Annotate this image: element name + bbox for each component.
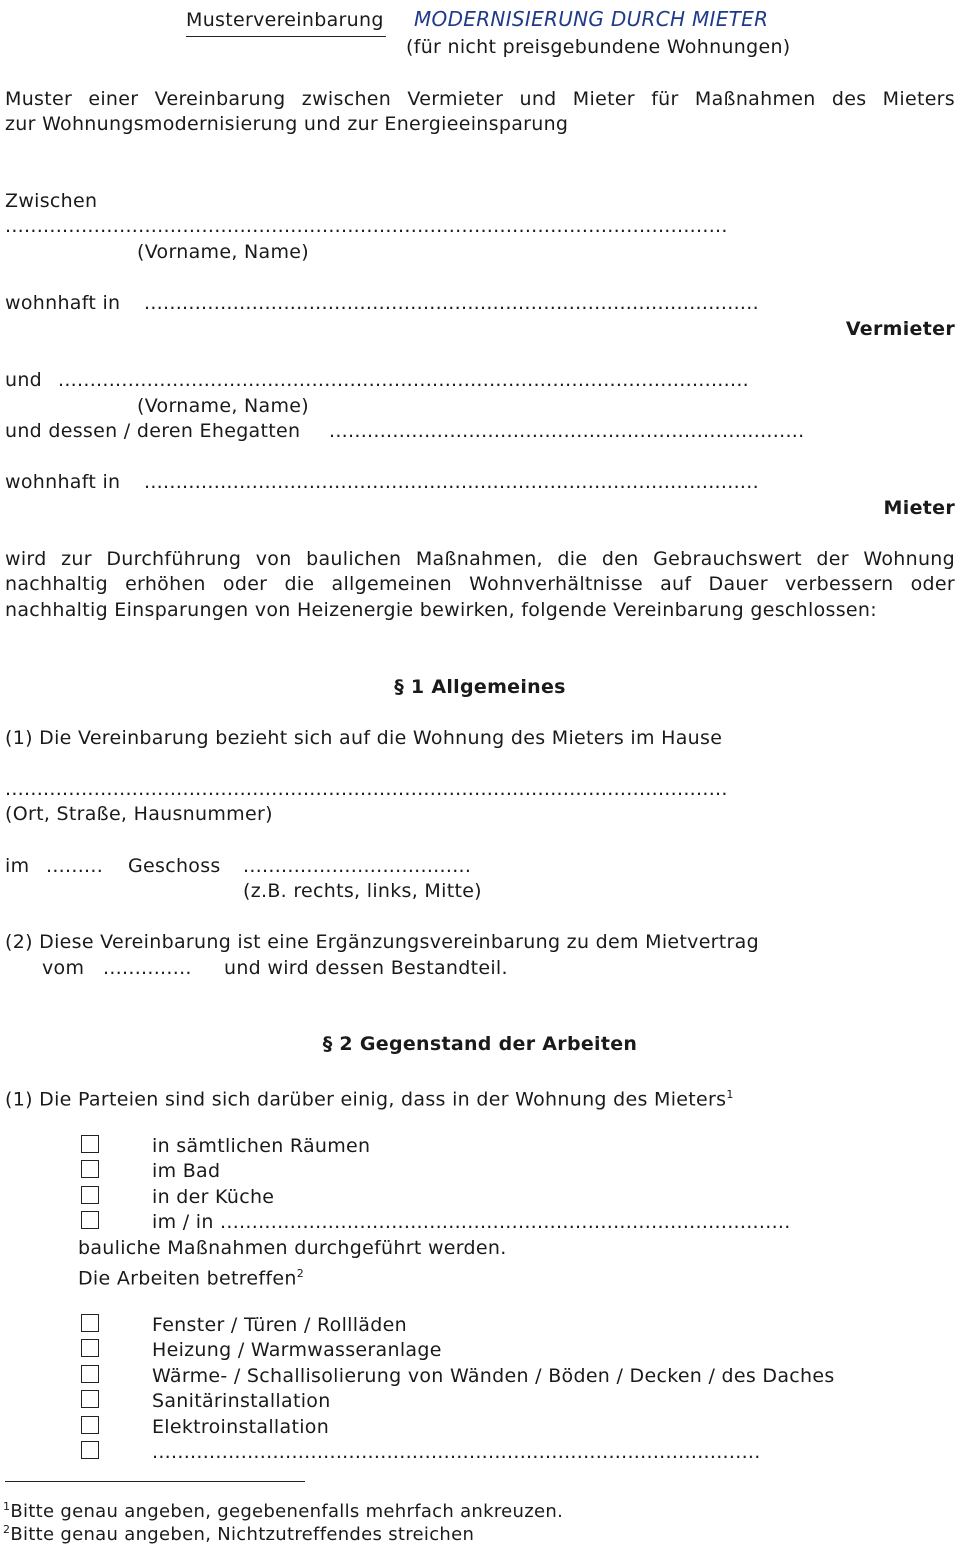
- address-hint: (Ort, Straße, Hausnummer): [5, 803, 273, 825]
- section-1-para-2: (2) Diese Vereinbarung ist eine Ergänzungsvereinbarung zu dem Mietvertrag: [5, 931, 759, 953]
- intro-line-1: Muster einer Vereinbarung zwischen Vermieter und Mieter für Maßnahmen des Mieters: [5, 88, 955, 110]
- landlord-role-label: Vermieter: [845, 318, 955, 340]
- works-intro: [78, 1262, 304, 1290]
- intro-line-2: zur Wohnungsmodernisierung und zur Energieeinsparung: [5, 113, 569, 135]
- section-2-heading: § 2 Gegenstand der Arbeiten: [322, 1033, 638, 1055]
- contract-vom-label: vom: [42, 957, 85, 979]
- room-label-other[interactable]: im / in ..........................................................................................: [152, 1211, 791, 1233]
- preamble-line-2: nachhaltig erhöhen oder die allgemeinen Wohnverhältnisse auf Dauer verbessern oder: [5, 573, 955, 595]
- section-1-heading: § 1 Allgemeines: [394, 676, 566, 698]
- work-label-insulation: Wärme- / Schallisolierung von Wänden / Böden / Decken / des Daches: [152, 1365, 835, 1387]
- spouse-name-field[interactable]: ...........................................................................: [329, 420, 805, 442]
- section-1-para-1: (1) Die Vereinbarung bezieht sich auf die Wohnung des Mieters im Hause: [5, 727, 723, 749]
- room-checkbox-other[interactable]: [81, 1211, 99, 1229]
- work-checkbox-other[interactable]: [81, 1441, 99, 1459]
- footnote-2: [3, 1518, 474, 1547]
- footnote-ref-2: 2: [296, 1267, 305, 1280]
- footnote-1-number: 1: [3, 1500, 11, 1513]
- room-checkbox-kitchen[interactable]: [81, 1186, 99, 1204]
- room-label-kitchen: in der Küche: [152, 1186, 275, 1208]
- document-subtitle: (für nicht preisgebundene Wohnungen): [406, 36, 791, 58]
- work-checkbox-windows[interactable]: [81, 1314, 99, 1332]
- footnote-ref-1: 1: [726, 1088, 734, 1101]
- spouse-label: und dessen / deren Ehegatten: [5, 420, 301, 442]
- preamble-line-1: wird zur Durchführung von baulichen Maßnahmen, die den Gebrauchswert der Wohnung: [5, 548, 955, 570]
- work-checkbox-sanitary[interactable]: [81, 1390, 99, 1408]
- footnote-divider: [5, 1481, 305, 1482]
- floor-im-label: im: [5, 855, 30, 877]
- contract-tail-text: und wird dessen Bestandteil.: [224, 957, 508, 979]
- floor-position-hint: (z.B. rechts, links, Mitte): [243, 880, 482, 902]
- und-label: und: [5, 369, 43, 391]
- work-label-other[interactable]: ................................................................................................: [152, 1441, 761, 1463]
- work-checkbox-heating[interactable]: [81, 1339, 99, 1357]
- tenant-role-label: Mieter: [883, 497, 955, 519]
- landlord-address-label: wohnhaft in: [5, 292, 121, 314]
- rooms-tail-text: bauliche Maßnahmen durchgeführt werden.: [78, 1237, 507, 1259]
- tenant-name-field[interactable]: .............................................................................................................: [58, 369, 750, 391]
- document-title: Mustervereinbarung: [186, 9, 384, 31]
- work-checkbox-electrical[interactable]: [81, 1416, 99, 1434]
- address-field[interactable]: ..................................................................................................................: [5, 778, 728, 800]
- room-checkbox-all[interactable]: [81, 1135, 99, 1153]
- work-checkbox-insulation[interactable]: [81, 1365, 99, 1383]
- landlord-address-field[interactable]: .................................................................................................: [144, 292, 759, 314]
- tenant-address-label: wohnhaft in: [5, 471, 121, 493]
- footnote-2-number: 2: [3, 1523, 11, 1536]
- title-underline: [186, 36, 386, 37]
- preamble-line-3: nachhaltig Einsparungen von Heizenergie bewirken, folgende Vereinbarung geschlossen:: [5, 599, 877, 621]
- room-label-bath: im Bad: [152, 1160, 221, 1182]
- floor-label: Geschoss: [128, 855, 221, 877]
- tenant-name-hint: (Vorname, Name): [137, 395, 309, 417]
- landlord-name-field[interactable]: ..................................................................................................................: [5, 215, 728, 237]
- section-2-para-1-text: (1) Die Parteien sind sich darüber einig, dass in der Wohnung des Mieters: [5, 1088, 727, 1111]
- work-label-heating: Heizung / Warmwasseranlage: [152, 1339, 442, 1361]
- contract-date-field[interactable]: ..............: [103, 957, 192, 979]
- room-label-all: in sämtlichen Räumen: [152, 1135, 371, 1157]
- floor-number-field[interactable]: .........: [46, 855, 104, 877]
- section-2-para-1: [5, 1083, 734, 1111]
- zwischen-label: Zwischen: [5, 190, 98, 212]
- tenant-address-field[interactable]: .................................................................................................: [144, 471, 759, 493]
- work-label-electrical: Elektroinstallation: [152, 1416, 330, 1438]
- document-subject: MODERNISIERUNG DURCH MIETER: [414, 7, 769, 31]
- works-intro-text: Die Arbeiten betreffen: [78, 1267, 297, 1290]
- floor-position-field[interactable]: ....................................: [243, 855, 472, 877]
- footnote-2-text: Bitte genau angeben, Nichtzutreffendes streichen: [10, 1524, 475, 1545]
- work-label-windows: Fenster / Türen / Rollläden: [152, 1314, 407, 1336]
- room-checkbox-bath[interactable]: [81, 1160, 99, 1178]
- work-label-sanitary: Sanitärinstallation: [152, 1390, 331, 1412]
- footnote-1-text: Bitte genau angeben, gegebenenfalls mehrfach ankreuzen.: [10, 1501, 564, 1522]
- landlord-name-hint: (Vorname, Name): [137, 241, 309, 263]
